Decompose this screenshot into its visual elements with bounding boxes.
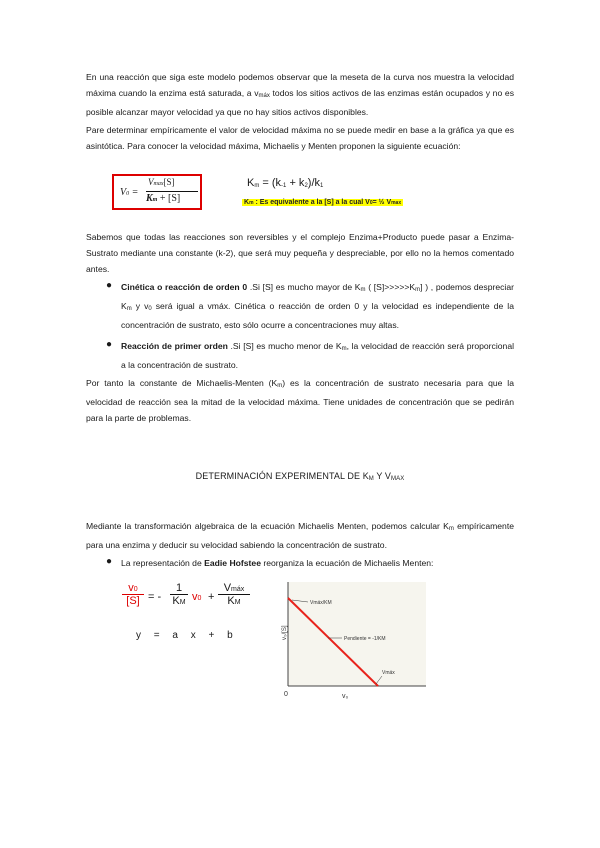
michaelis-menten-equation: [112, 174, 202, 210]
paragraph-km-definition: Por tanto la constante de Michaelis-Menten (Km) es la concentración de sustrato necesaria para que la velocidad de reacción sea la mitad de la velocidad máxima. Tiene unidades de concentración que se pedirán para la parte de problemas.: [86, 378, 514, 423]
eq-lhs: V0 =: [120, 187, 139, 198]
bold-term: Reacción de primer orden: [121, 341, 228, 351]
fraction-bar: [146, 191, 198, 192]
graph-svg: [270, 574, 430, 704]
y-axis-label: v₀/[S]: [282, 625, 288, 640]
eq-sign: = -: [148, 591, 162, 603]
eq-denominator: Km + [S]: [146, 193, 181, 204]
plot-background: [288, 582, 426, 686]
origin-label: 0: [284, 691, 288, 698]
vmax-label: Vmáx: [382, 670, 395, 676]
eadie-hofstee-graph: [270, 574, 430, 704]
bold-term: Cinética o reacción de orden 0: [121, 282, 248, 292]
x-axis-label: v₀: [342, 693, 349, 700]
eq-v0: v0: [192, 591, 202, 603]
intercept-label: Vmáx/KM: [310, 600, 332, 606]
bullet-icon: ●: [106, 339, 113, 350]
eq-one-over-km: 1 KM: [170, 582, 188, 607]
eq-vmax-over-km: Vmáx KM: [218, 582, 250, 607]
linear-form: y = a x + b: [136, 630, 233, 641]
paragraph-reversible: Sabemos que todas las reacciones son reversibles y el complejo Enzima+Producto puede pasar a Enzima-Sustrato mediante una constante (k-2), que será muy pequeña y despreciable, por ello no la hemos comentado antes.: [86, 232, 514, 274]
section-heading: DETERMINACIÓN EXPERIMENTAL DE KM Y VMAX: [195, 471, 405, 482]
paragraph-plateau: [86, 69, 514, 120]
eq-numerator: Vmax[S]: [148, 177, 175, 187]
text: En una reacción que siga este modelo podemos observar que la meseta de la curva nos muestra la velocidad máxima cuando la enzima está saturada, a v: [86, 72, 514, 98]
bullet-icon: ●: [106, 556, 113, 567]
bullet-icon: ●: [106, 280, 113, 291]
km-highlight-note: Km : Es equivalente a la [S] a la cual V0= ½ Vmax: [244, 199, 402, 206]
bullet-first-order: Reacción de primer orden .Si [S] es mucho menor de Km, la velocidad de reacción será proporcional a la concentración de sustrato.: [121, 341, 515, 370]
km-formula: Km = (k-1 + k2)/k1: [247, 177, 324, 189]
bold-term: Eadie Hofstee: [204, 558, 261, 568]
bullet-eadie-hofstee: La representación de Eadie Hofstee reorganiza la ecuación de Michaelis Menten:: [121, 558, 434, 568]
slope-label: Pendiente = -1/KM: [344, 636, 386, 642]
subscript: máx: [258, 93, 270, 99]
eq-plus: +: [208, 591, 215, 603]
text: todos los sitios activos de las enzimas están ocupados y no es posible alcanzar mayor velocidad ya que no hay sitios activos disponibles.: [86, 88, 514, 117]
eq-v0-over-s: v0 [S]: [122, 582, 144, 607]
paragraph-transformation: Mediante la transformación algebraica de la ecuación Michaelis Menten, podemos calcular Km empíricamente para una enzima y deducir su velocidad sabiendo la concentración de sustrato.: [86, 521, 514, 550]
eadie-hofstee-equation: [122, 582, 262, 622]
bullet-order-zero: Cinética o reacción de orden 0 .Si [S] es mucho mayor de Km ( [S]>>>>>Km] ) , podemos despreciar Km y v0 será igual a vmáx. Cinética o reacción de orden 0 y la velocidad es independiente de la concentración de sustrato, esto sólo ocurre a concentraciones muy altas.: [121, 282, 514, 330]
paragraph-empirical: Pare determinar empíricamente el valor de velocidad máxima no se puede medir en base a la gráfica ya que es asintótica. Para conocer la velocidad máxima, Michaelis y Menten proponen la siguiente ecuación:: [86, 125, 514, 151]
